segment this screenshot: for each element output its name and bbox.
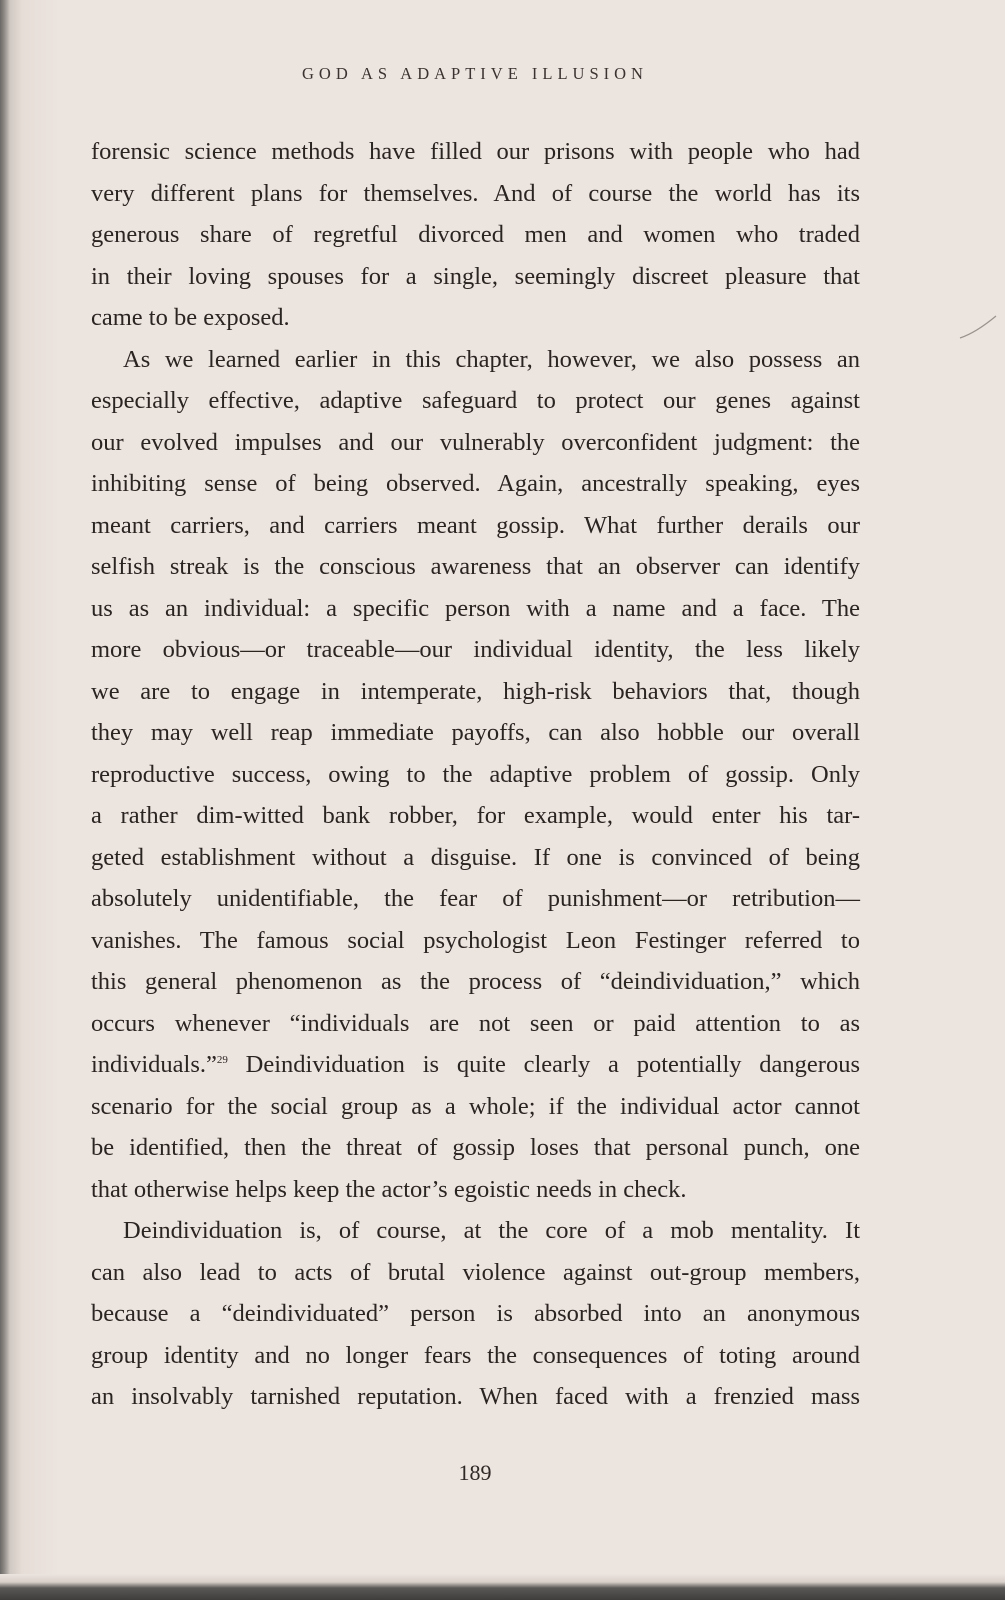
text-line: we are to engage in intemperate, high-risk behaviors that, though (91, 677, 860, 705)
text-line: occurs whenever “individuals are not seen or paid attention to as (91, 1009, 860, 1037)
text-line: vanishes. The famous social psychologist Leon Festinger referred to (91, 926, 860, 954)
paragraph (91, 1210, 860, 1418)
text-line: As we learned earlier in this chapter, however, we also possess an (123, 345, 860, 373)
text-line: forensic science methods have filled our prisons with people who had (91, 138, 860, 165)
text-line: they may well reap immediate payoffs, can also hobble our overall (91, 719, 860, 746)
text-line: group identity and no longer fears the consequences of toting around (91, 1341, 860, 1369)
pencil-mark (958, 314, 998, 342)
text-line: can also lead to acts of brutal violence against out-group members, (91, 1258, 860, 1286)
text-line: scenario for the social group as a whole; if the individual actor cannot (91, 1092, 860, 1120)
text-line: because a “deindividuated” person is absorbed into an anonymous (91, 1300, 860, 1327)
footnote-lead-text: individuals.” (91, 1051, 217, 1078)
body-text (91, 131, 860, 1418)
text-line: selfish streak is the conscious awareness that an observer can identify (91, 553, 860, 580)
page-number: 189 (458, 1460, 492, 1485)
text-line: came to be exposed. (91, 304, 290, 331)
page-bottom-edge (0, 1574, 1005, 1600)
text-line: this general phenomenon as the process of “deindividuation,” which (91, 968, 860, 995)
text-line: in their loving spouses for a single, seemingly discreet pleasure that (91, 262, 860, 290)
text-line: absolutely unidentifiable, the fear of punishment—or retribution— (91, 885, 860, 912)
footnote-trail-text: Deindividuation is quite clearly a potentially dangerous (227, 1051, 860, 1078)
text-line: reproductive success, owing to the adaptive problem of gossip. Only (91, 760, 860, 788)
paragraph (91, 339, 860, 1211)
text-line: more obvious—or traceable—our individual identity, the less likely (91, 636, 860, 663)
text-line: us as an individual: a specific person with a name and a face. The (91, 594, 860, 622)
text-line: inhibiting sense of being observed. Again, ancestrally speaking, eyes (91, 470, 860, 497)
text-line: our evolved impulses and our vulnerably overconfident judgment: the (91, 428, 860, 456)
text-line: a rather dim-witted bank robber, for example, would enter his tar- (91, 802, 860, 829)
paragraph (91, 131, 860, 339)
text-line: that otherwise helps keep the actor’s egoistic needs in check. (91, 1175, 687, 1203)
text-line-with-footnote (91, 1044, 860, 1086)
text-line: meant carriers, and carriers meant gossip. What further derails our (91, 511, 860, 539)
running-head: GOD AS ADAPTIVE ILLUSION (302, 64, 648, 83)
text-line: especially effective, adaptive safeguard to protect our genes against (91, 387, 860, 414)
text-line: an insolvably tarnished reputation. When faced with a frenzied mass (91, 1383, 860, 1410)
text-line: Deindividuation is, of course, at the core of a mob mentality. It (123, 1217, 860, 1244)
text-line: be identified, then the threat of gossip loses that personal punch, one (91, 1134, 860, 1161)
footnote-reference: 29 (216, 1054, 228, 1066)
text-line: very different plans for themselves. And of course the world has its (91, 179, 860, 207)
text-line: generous share of regretful divorced men and women who traded (91, 221, 860, 248)
text-line: geted establishment without a disguise. If one is convinced of being (91, 843, 860, 871)
